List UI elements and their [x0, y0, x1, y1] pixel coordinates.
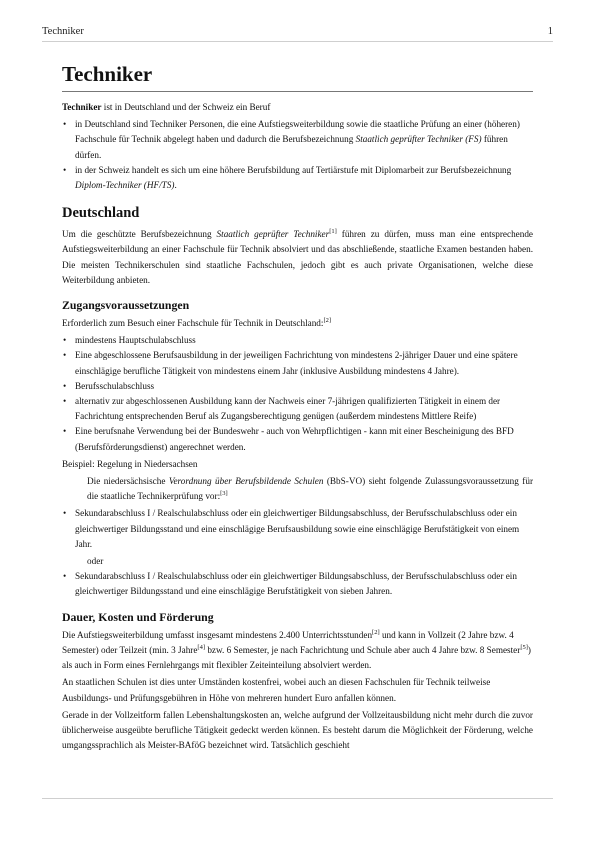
- example-label: Beispiel: Regelung in Niedersachsen: [62, 458, 198, 469]
- footnote-link[interactable]: [2]: [372, 628, 380, 636]
- bullet-icon: •: [63, 335, 67, 346]
- article-body: [62, 58, 533, 755]
- intro-list: [62, 117, 533, 193]
- intro-term: Techniker: [62, 102, 102, 112]
- regulation-list: [62, 569, 533, 599]
- dauer-paragraph-1: Die Aufstiegsweiterbildung umfasst insgesamt mindestens 2.400 Unterrichtsstunden[2] und kann in Vollzeit (2 Jahre bzw. 4 Semester) oder Teilzeit (min. 3 Jahre[4] bzw. 6 Semester, je nach Fachrichtung und Schule aber auch 4 Jahre bzw. 8 Semester[5]) als auch in Form eines Fernlehrgangs mit flexibler Zeiteinteilung absolviert werden.: [62, 628, 531, 671]
- footnote-link[interactable]: [4]: [197, 643, 206, 651]
- deutschland-paragraph: Um die geschützte Berufsbezeichnung Staatlich geprüfter Techniker[1] führen zu dürfen, muss man eine entsprechende Aufstiegsweiterbildung an einer Fachschule für Technik absolviert und das abschließende, staatliche Examen bestanden haben. Die meisten Technikerschulen sind staatliche Fachschulen, jedoch gibt es auch private Organisationen, welche diese Weiterbildung anbieten.: [62, 228, 534, 285]
- zugang-lead: Erforderlich zum Besuch einer Fachschule für Technik in Deutschland:[2]: [62, 317, 332, 329]
- running-header-title: Techniker: [42, 26, 84, 37]
- intro-paragraph: [62, 100, 533, 115]
- bullet-icon: •: [63, 164, 67, 175]
- list-item: • Sekundarabschluss I / Realschulabschluss oder ein gleichwertiger Bildungsabschluss, der Berufsschulabschluss oder ein gleichwertiger Bildungsstand und eine einschlägige Berufstätigkeit von sieben Jahren.: [63, 571, 517, 597]
- header-divider: [42, 41, 553, 42]
- list-item: • in Deutschland sind Techniker Personen, die eine Aufstiegsweiterbildung sowie die staatliche Prüfung an einer (höheren) Fachschule für Technik abgelegt haben und dadurch die Berufsbezeichnung Staatlich geprüfter Techniker (FS) führen dürfen.: [63, 119, 520, 160]
- example-paragraph: Die niedersächsische Verordnung über Berufsbildende Schulen (BbS-VO) sieht folgende Zulassungsvoraussetzung für die staatliche Technikerprüfung vor:[3]: [87, 476, 534, 502]
- or-separator: oder: [87, 556, 104, 567]
- dauer-paragraph-2: An staatlichen Schulen ist dies unter Umständen kostenfrei, wobei auch an diesen Fachschulen für Technik teilweise Ausbildungs- und Prüfungsgebühren in Höhe von mehreren hundert Euro anfallen können.: [62, 677, 491, 703]
- footer-divider: [42, 798, 553, 799]
- list-item: • Eine berufsnahe Verwendung bei der Bundeswehr - auch von Wehrpflichtigen - kann mit einer Bescheinigung des BFD (Berufsförderungsdienst) angerechnet werden.: [63, 426, 514, 452]
- list-item: • in der Schweiz handelt es sich um eine höhere Berufsbildung auf Tertiärstufe mit Diplomarbeit zur Berufsbezeichnung Diplom-Techniker (HF/TS).: [63, 164, 512, 191]
- bullet-icon: •: [63, 396, 67, 407]
- running-header: [42, 26, 553, 42]
- footnote-link[interactable]: [3]: [220, 490, 228, 498]
- dauer-paragraph-3: Gerade in der Vollzeitform fallen Lebenshaltungskosten an, welche aufgrund der Vollzeitausbildung nicht mehr durch die zuvor üblicherweise ausgeübte berufliche Tätigkeit gedeckt werden können. Es besteht darum die Möglichkeit der Förderung, welche umgangssprachlich als Meister-BAföG bezeichnet wird. Tatsächlich geschieht: [62, 709, 533, 751]
- list-item: • Berufsschulabschluss: [62, 379, 533, 394]
- bullet-icon: •: [63, 119, 67, 130]
- list-item: • Eine abgeschlossene Berufsausbildung in der jeweiligen Fachrichtung von mindestens 2-jähriger Dauer und eine spätere einschlägige berufliche Tätigkeit von mindestens einem Jahr (inklusive Ausbildung mindestens 4 Jahre).: [63, 350, 518, 376]
- page-number: 1: [547, 26, 553, 37]
- section-heading-deutschland: Deutschland: [62, 205, 140, 222]
- bullet-icon: •: [63, 350, 67, 361]
- section-heading-dauer: Dauer, Kosten und Förderung: [62, 609, 214, 624]
- bullet-icon: •: [63, 508, 67, 519]
- regulation-list: [62, 506, 533, 552]
- footnote-link[interactable]: [2]: [323, 317, 332, 325]
- intro-text: ist in Deutschland und der Schweiz ein Beruf: [101, 102, 271, 112]
- footnote-link[interactable]: [1]: [329, 228, 337, 236]
- section-heading-zugangsvoraussetzungen: Zugangsvoraussetzungen: [62, 298, 190, 313]
- article-title: Techniker: [62, 58, 533, 92]
- list-item: • Sekundarabschluss I / Realschulabschluss oder ein gleichwertiger Bildungsabschluss, der Berufsschulabschluss oder ein gleichwertiger Bildungsstand und eine einschlägige Berufsausbildung sowie eine einschlägige Berufstätigkeit von einem Jahr.: [63, 508, 520, 549]
- bullet-icon: •: [63, 571, 67, 582]
- list-item: • alternativ zur abgeschlossenen Ausbildung kann der Nachweis einer 7-jährigen qualifizierten Tätigkeit in einem der Fachrichtung entsprechenden Beruf als Zugangsberechtigung genügen (außerdem mindestens Mittlere Reife): [63, 396, 501, 422]
- bullet-icon: •: [63, 380, 67, 391]
- zugang-list: [62, 333, 533, 455]
- bullet-icon: •: [63, 426, 67, 437]
- list-item: • mindestens Hauptschulabschluss: [62, 333, 533, 348]
- footnote-link[interactable]: [5]: [520, 643, 528, 651]
